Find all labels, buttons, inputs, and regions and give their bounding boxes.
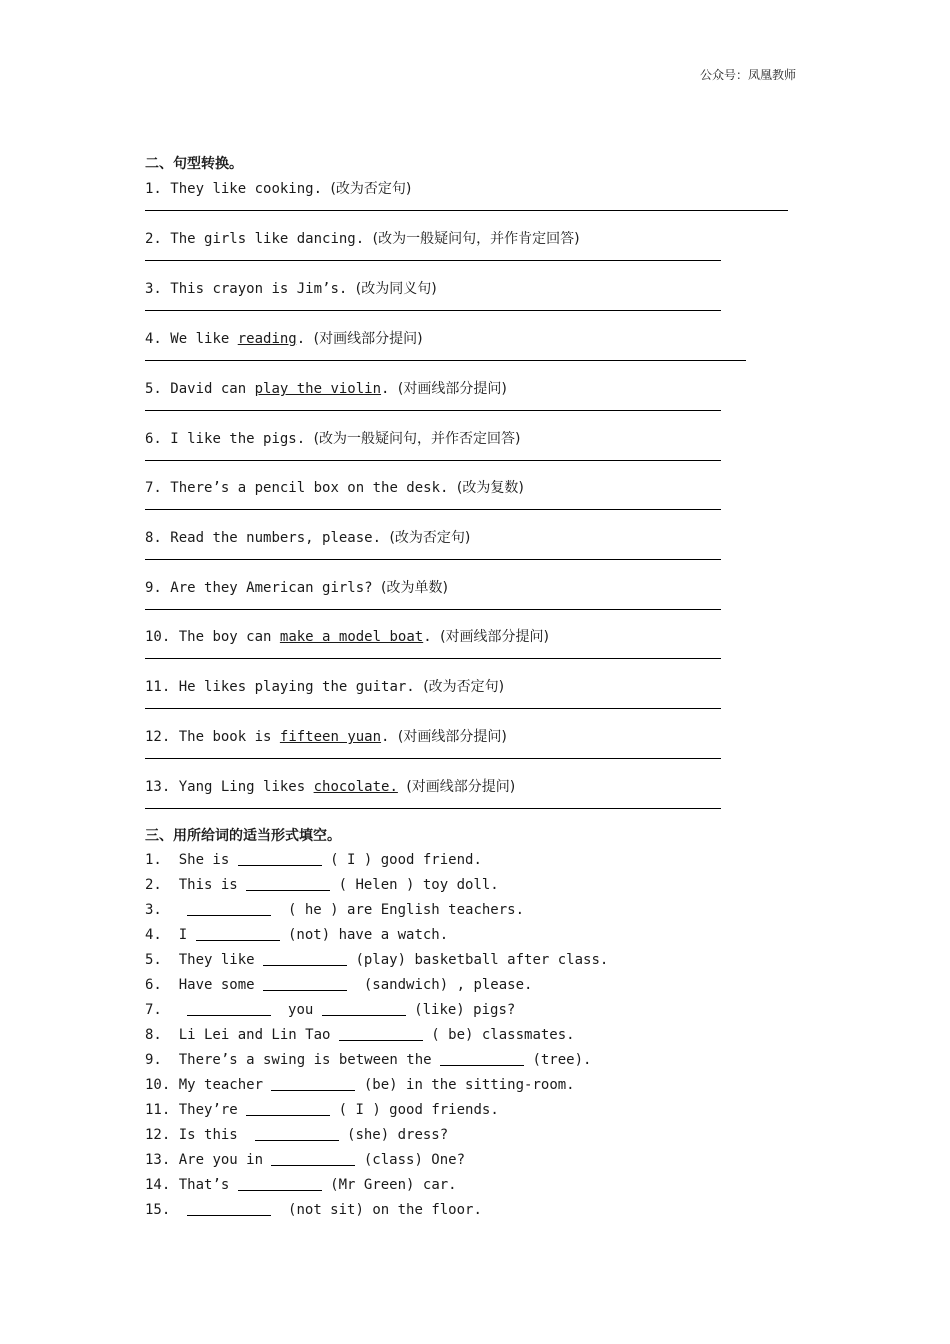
question-text: (tree).: [524, 1052, 592, 1068]
question-text: This is: [178, 877, 247, 893]
question-text: The girls like dancing.: [170, 231, 365, 247]
transform-question: [0, 428, 950, 478]
transform-question: [0, 676, 950, 726]
question-text: ( he ) are English teachers.: [271, 902, 525, 918]
question-number: 3.: [145, 281, 162, 297]
question-text: Read the numbers, please.: [170, 530, 382, 546]
question-text: Is this: [178, 1127, 255, 1143]
transform-question: [0, 477, 950, 527]
question-number: 1.: [145, 852, 162, 868]
question-number: 2.: [145, 231, 162, 247]
blank-field[interactable]: [187, 1001, 271, 1016]
question-number: 5.: [145, 381, 162, 397]
instruction-hint: (对画线部分提问): [406, 779, 516, 795]
question-text: (not sit) on the floor.: [271, 1202, 482, 1218]
transform-question: [0, 776, 950, 826]
transform-question: [0, 228, 950, 278]
question-number: 9.: [145, 1052, 162, 1068]
instruction-hint: (对画线部分提问): [397, 381, 507, 397]
section3-title: 三、用所给词的适当形式填空。: [145, 828, 341, 844]
question-text: ( be) classmates.: [422, 1027, 575, 1043]
question-number: 12.: [145, 1127, 171, 1143]
fill-blank-question: [145, 1049, 845, 1074]
fill-blank-question: [145, 1174, 845, 1199]
blank-field[interactable]: [263, 976, 347, 991]
instruction-hint: (改为复数): [456, 480, 524, 496]
question-number: 12.: [145, 729, 171, 745]
question-text: (not) have a watch.: [279, 927, 449, 943]
question-text: We like: [170, 331, 238, 347]
question-text: (class) One?: [355, 1152, 466, 1168]
section3-questions: [145, 849, 845, 1224]
question-text: They like: [178, 952, 264, 968]
blank-field[interactable]: [246, 876, 330, 891]
answer-line[interactable]: [145, 360, 746, 361]
underlined-part: reading: [237, 331, 297, 347]
section2-title: 二、句型转换。: [145, 156, 243, 172]
question-text: ( Helen ) toy doll.: [330, 877, 499, 893]
fill-blank-question: [145, 1199, 845, 1224]
blank-field[interactable]: [187, 1201, 271, 1216]
answer-line[interactable]: [145, 460, 721, 461]
question-number: 4.: [145, 927, 162, 943]
underlined-part: play the violin: [254, 381, 382, 397]
instruction-hint: (改为一般疑问句，并作肯定回答): [372, 231, 580, 247]
question-number: 4.: [145, 331, 162, 347]
underlined-part: make a model boat: [279, 629, 424, 645]
fill-blank-question: [145, 1124, 845, 1149]
question-number: 1.: [145, 181, 162, 197]
instruction-hint: (改为否定句): [389, 530, 471, 546]
question-number: 10.: [145, 629, 171, 645]
question-text-end: .: [381, 381, 390, 397]
blank-field[interactable]: [255, 1126, 339, 1141]
question-number: 7.: [145, 480, 162, 496]
fill-blank-question: [145, 974, 845, 999]
answer-line[interactable]: [145, 658, 721, 659]
question-text: Yang Ling likes: [178, 779, 314, 795]
blank-field[interactable]: [440, 1051, 524, 1066]
question-text: David can: [170, 381, 255, 397]
question-number: 15.: [145, 1202, 171, 1218]
answer-line[interactable]: [145, 609, 721, 610]
answer-line[interactable]: [145, 260, 721, 261]
blank-field[interactable]: [271, 1151, 355, 1166]
question-text-end: .: [381, 729, 390, 745]
instruction-hint: (改为否定句): [330, 181, 412, 197]
fill-blank-question: [145, 1074, 845, 1099]
question-number: 7.: [145, 1002, 162, 1018]
question-text: (she) dress?: [338, 1127, 449, 1143]
fill-blank-question: [145, 999, 845, 1024]
question-text: There’s a pencil box on the desk.: [170, 480, 449, 496]
question-number: 5.: [145, 952, 162, 968]
blank-field[interactable]: [238, 1176, 322, 1191]
question-number: 13.: [145, 1152, 171, 1168]
question-number: 2.: [145, 877, 162, 893]
question-text: you: [271, 1002, 322, 1018]
blank-field[interactable]: [322, 1001, 406, 1016]
instruction-hint: (对画线部分提问): [313, 331, 423, 347]
answer-line[interactable]: [145, 559, 721, 560]
blank-field[interactable]: [246, 1101, 330, 1116]
question-number: 6.: [145, 977, 162, 993]
question-text-end: .: [296, 331, 306, 347]
question-text: That’s: [178, 1177, 238, 1193]
question-text: They like cooking.: [170, 181, 323, 197]
answer-line[interactable]: [145, 708, 721, 709]
question-text: Li Lei and Lin Tao: [178, 1027, 339, 1043]
fill-blank-question: [145, 874, 845, 899]
instruction-hint: (改为同义句): [355, 281, 437, 297]
question-number: 3.: [145, 902, 162, 918]
question-text: They’re: [178, 1102, 247, 1118]
fill-blank-question: [145, 849, 845, 874]
transform-question: [0, 178, 950, 228]
question-number: 11.: [145, 1102, 171, 1118]
blank-field[interactable]: [187, 901, 271, 916]
question-text: She is: [178, 852, 238, 868]
transform-question: [0, 626, 950, 676]
fill-blank-question: [145, 924, 845, 949]
question-text: (be) in the sitting-room.: [355, 1077, 575, 1093]
answer-line[interactable]: [145, 808, 721, 809]
question-number: 14.: [145, 1177, 171, 1193]
question-text: (play) basketball after class.: [347, 952, 609, 968]
question-text: (Mr Green) car.: [321, 1177, 457, 1193]
answer-line[interactable]: [145, 210, 788, 211]
answer-line[interactable]: [145, 310, 721, 311]
transform-question: [0, 328, 950, 378]
blank-field[interactable]: [263, 951, 347, 966]
transform-question: [0, 726, 950, 776]
question-number: 10.: [145, 1077, 171, 1093]
underlined-part: fifteen yuan: [279, 729, 382, 745]
question-text: He likes playing the guitar.: [178, 679, 415, 695]
header-note: 公众号：凤凰教师: [700, 68, 797, 82]
question-text: Are you in: [178, 1152, 272, 1168]
instruction-hint: (对画线部分提问): [440, 629, 549, 645]
instruction-hint: (改为否定句): [423, 679, 505, 695]
question-number: 8.: [145, 530, 162, 546]
question-number: 8.: [145, 1027, 162, 1043]
instruction-hint: (对画线部分提问): [397, 729, 507, 745]
question-text: ( I ) good friend.: [321, 852, 482, 868]
blank-field[interactable]: [238, 851, 322, 866]
blank-field[interactable]: [271, 1076, 355, 1091]
question-number: 13.: [145, 779, 171, 795]
question-text: I like the pigs.: [170, 431, 306, 447]
fill-blank-question: [145, 1149, 845, 1174]
answer-line[interactable]: [145, 758, 721, 759]
transform-question: [0, 527, 950, 577]
fill-blank-question: [145, 1024, 845, 1049]
underlined-part: chocolate.: [313, 779, 398, 795]
question-number: 6.: [145, 431, 162, 447]
transform-question: [0, 378, 950, 428]
blank-field[interactable]: [339, 1026, 423, 1041]
question-text: This crayon is Jim’s.: [170, 281, 348, 297]
blank-field[interactable]: [196, 926, 280, 941]
fill-blank-question: [145, 1099, 845, 1124]
question-text: My teacher: [178, 1077, 272, 1093]
answer-line[interactable]: [145, 509, 721, 510]
question-number: 9.: [145, 580, 162, 596]
question-text: Are they American girls?: [170, 580, 373, 596]
fill-blank-question: [145, 899, 845, 924]
transform-question: [0, 577, 950, 627]
fill-blank-question: [145, 949, 845, 974]
answer-line[interactable]: [145, 410, 721, 411]
question-text: The boy can: [178, 629, 280, 645]
transform-question: [0, 278, 950, 328]
instruction-hint: (改为一般疑问句，并作否定回答): [313, 431, 521, 447]
question-text: (sandwich) , please.: [347, 977, 533, 993]
question-text: (like) pigs?: [405, 1002, 516, 1018]
question-text: The book is: [178, 729, 280, 745]
question-text: There’s a swing is between the: [178, 1052, 441, 1068]
question-text: I: [178, 927, 196, 943]
question-text: Have some: [178, 977, 264, 993]
question-text: ( I ) good friends.: [330, 1102, 499, 1118]
instruction-hint: (改为单数): [381, 580, 448, 596]
question-text-end: .: [423, 629, 432, 645]
question-number: 11.: [145, 679, 171, 695]
